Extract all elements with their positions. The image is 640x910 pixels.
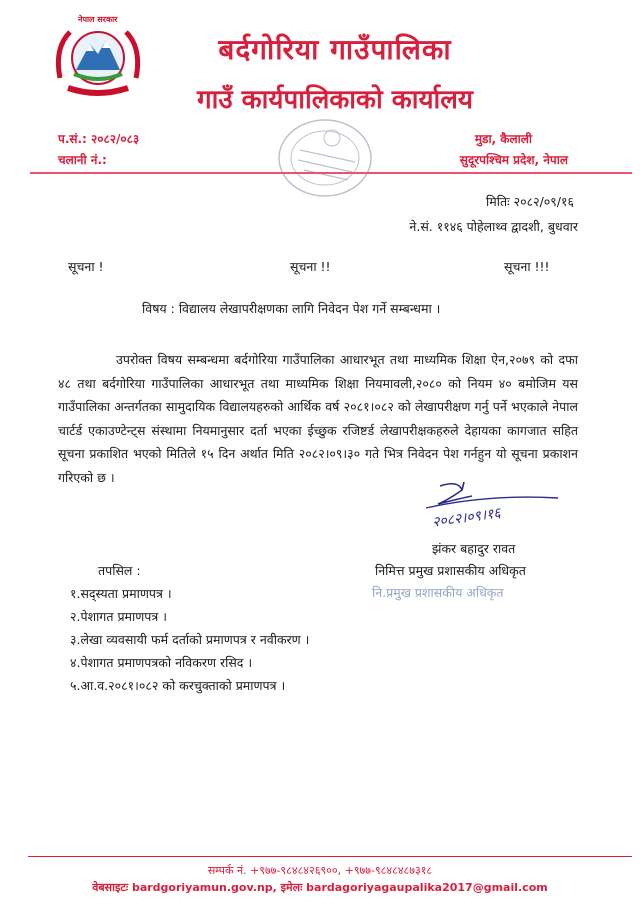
detail-item-3: ३.लेखा व्यवसायी फर्म दर्ताको प्रमाणपत्र र नवीकरण । <box>70 632 310 647</box>
notice-body-text: उपरोक्त विषय सम्बन्धमा बर्दगोरिया गाउँपालिका आधारभूत तथा माध्यमिक शिक्षा ऐन,२०७९ को दफा ४८ तथा बर्दगोरिया गाउँपालिका आधारभूत तथा माध्यमिक शिक्षा नियमावली,२०८० को नियम ४० बमोजिम यस गाउँपालिका अन्तर्गतका सामुदायिक विद्यालयहरुको आर्थिक वर्ष २०८१।०८२ को लेखापरीक्षण गर्नु पर्ने भएकाले नेपाल चार्टर्ड एकाउण्टेन्ट्स संस्थामा नियमानुसार दर्ता भएका ईच्छुक रजिष्टर्ड लेखापरीक्षकहरुले देहायका कागजात सहित सूचना प्रकाशित भएको मितिले १५ दिन अर्थात मिति २०८२।०९।३० गते भित्र निवेदन पेश गर्नहुन यो सूचना प्रकाशन गरिएको छ । <box>58 352 578 485</box>
signature-handwritten-date: २०८२।०९।१६ <box>431 505 502 531</box>
detail-item-1: १.सद्स्यता प्रमाणपत्र । <box>70 586 172 601</box>
designation-stamp: नि.प्रमुख प्रशासकीय अधिकृत <box>372 585 504 600</box>
footer-divider <box>28 856 632 857</box>
office-name-title: बर्दगोरिया गाउँपालिका <box>218 33 452 66</box>
notice-heading-1: सूचना ! <box>68 259 104 274</box>
detail-item-5: ५.आ.व.२०८१।०८२ को करचुक्ताको प्रमाणपत्र । <box>70 678 286 693</box>
footer-website-email: वेबसाइटः bardgoriyamun.gov.np, इमेलः bardagoriyagaupalika2017@gmail.com <box>92 881 548 894</box>
nepal-sambat-date: ने.सं. ११४६ पोहेलाथ्व द्वादशी, बुधवार <box>409 219 578 234</box>
notice-heading-2: सूचना !! <box>290 259 331 274</box>
details-heading: तपसिल : <box>98 563 141 578</box>
nepal-government-emblem-icon <box>50 15 146 100</box>
subject-line: विषय : विद्यालय लेखापरीक्षणका लागि निवेदन पेश गर्ने सम्बन्धमा । <box>142 301 441 316</box>
dispatch-number: चलानी नं.: <box>58 153 107 167</box>
header-divider <box>30 172 632 174</box>
signature-icon <box>418 478 568 538</box>
location-line-2: सुदूरपश्चिम प्रदेश, नेपाल <box>459 153 568 167</box>
notice-body-paragraph <box>58 348 578 490</box>
issue-date: मितिः २०८२/०९/१६ <box>486 194 574 209</box>
office-stamp-icon <box>270 110 380 210</box>
footer-contact: सम्पर्क नं. +९७७-९८४८४२६९००, +९७७-९८४८४८७३१८ <box>207 864 433 877</box>
signatory-name: झंकर बहादुर रावत <box>432 541 516 556</box>
detail-item-4: ४.पेशागत प्रमाणपत्रको नविकरण रसिद । <box>70 655 253 670</box>
reference-number: प.सं.: २०८२/०८३ <box>58 132 140 146</box>
office-subtitle: गाउँ कार्यपालिकाको कार्यालय <box>197 85 473 115</box>
signatory-title: निमित्त प्रमुख प्रशासकीय अधिकृत <box>375 563 526 578</box>
detail-item-2: २.पेशागत प्रमाणपत्र । <box>70 609 168 624</box>
emblem-text: नेपाल सरकार <box>78 15 118 24</box>
location-line-1: मुडा, कैलाली <box>474 132 532 146</box>
notice-heading-3: सूचना !!! <box>504 259 550 274</box>
